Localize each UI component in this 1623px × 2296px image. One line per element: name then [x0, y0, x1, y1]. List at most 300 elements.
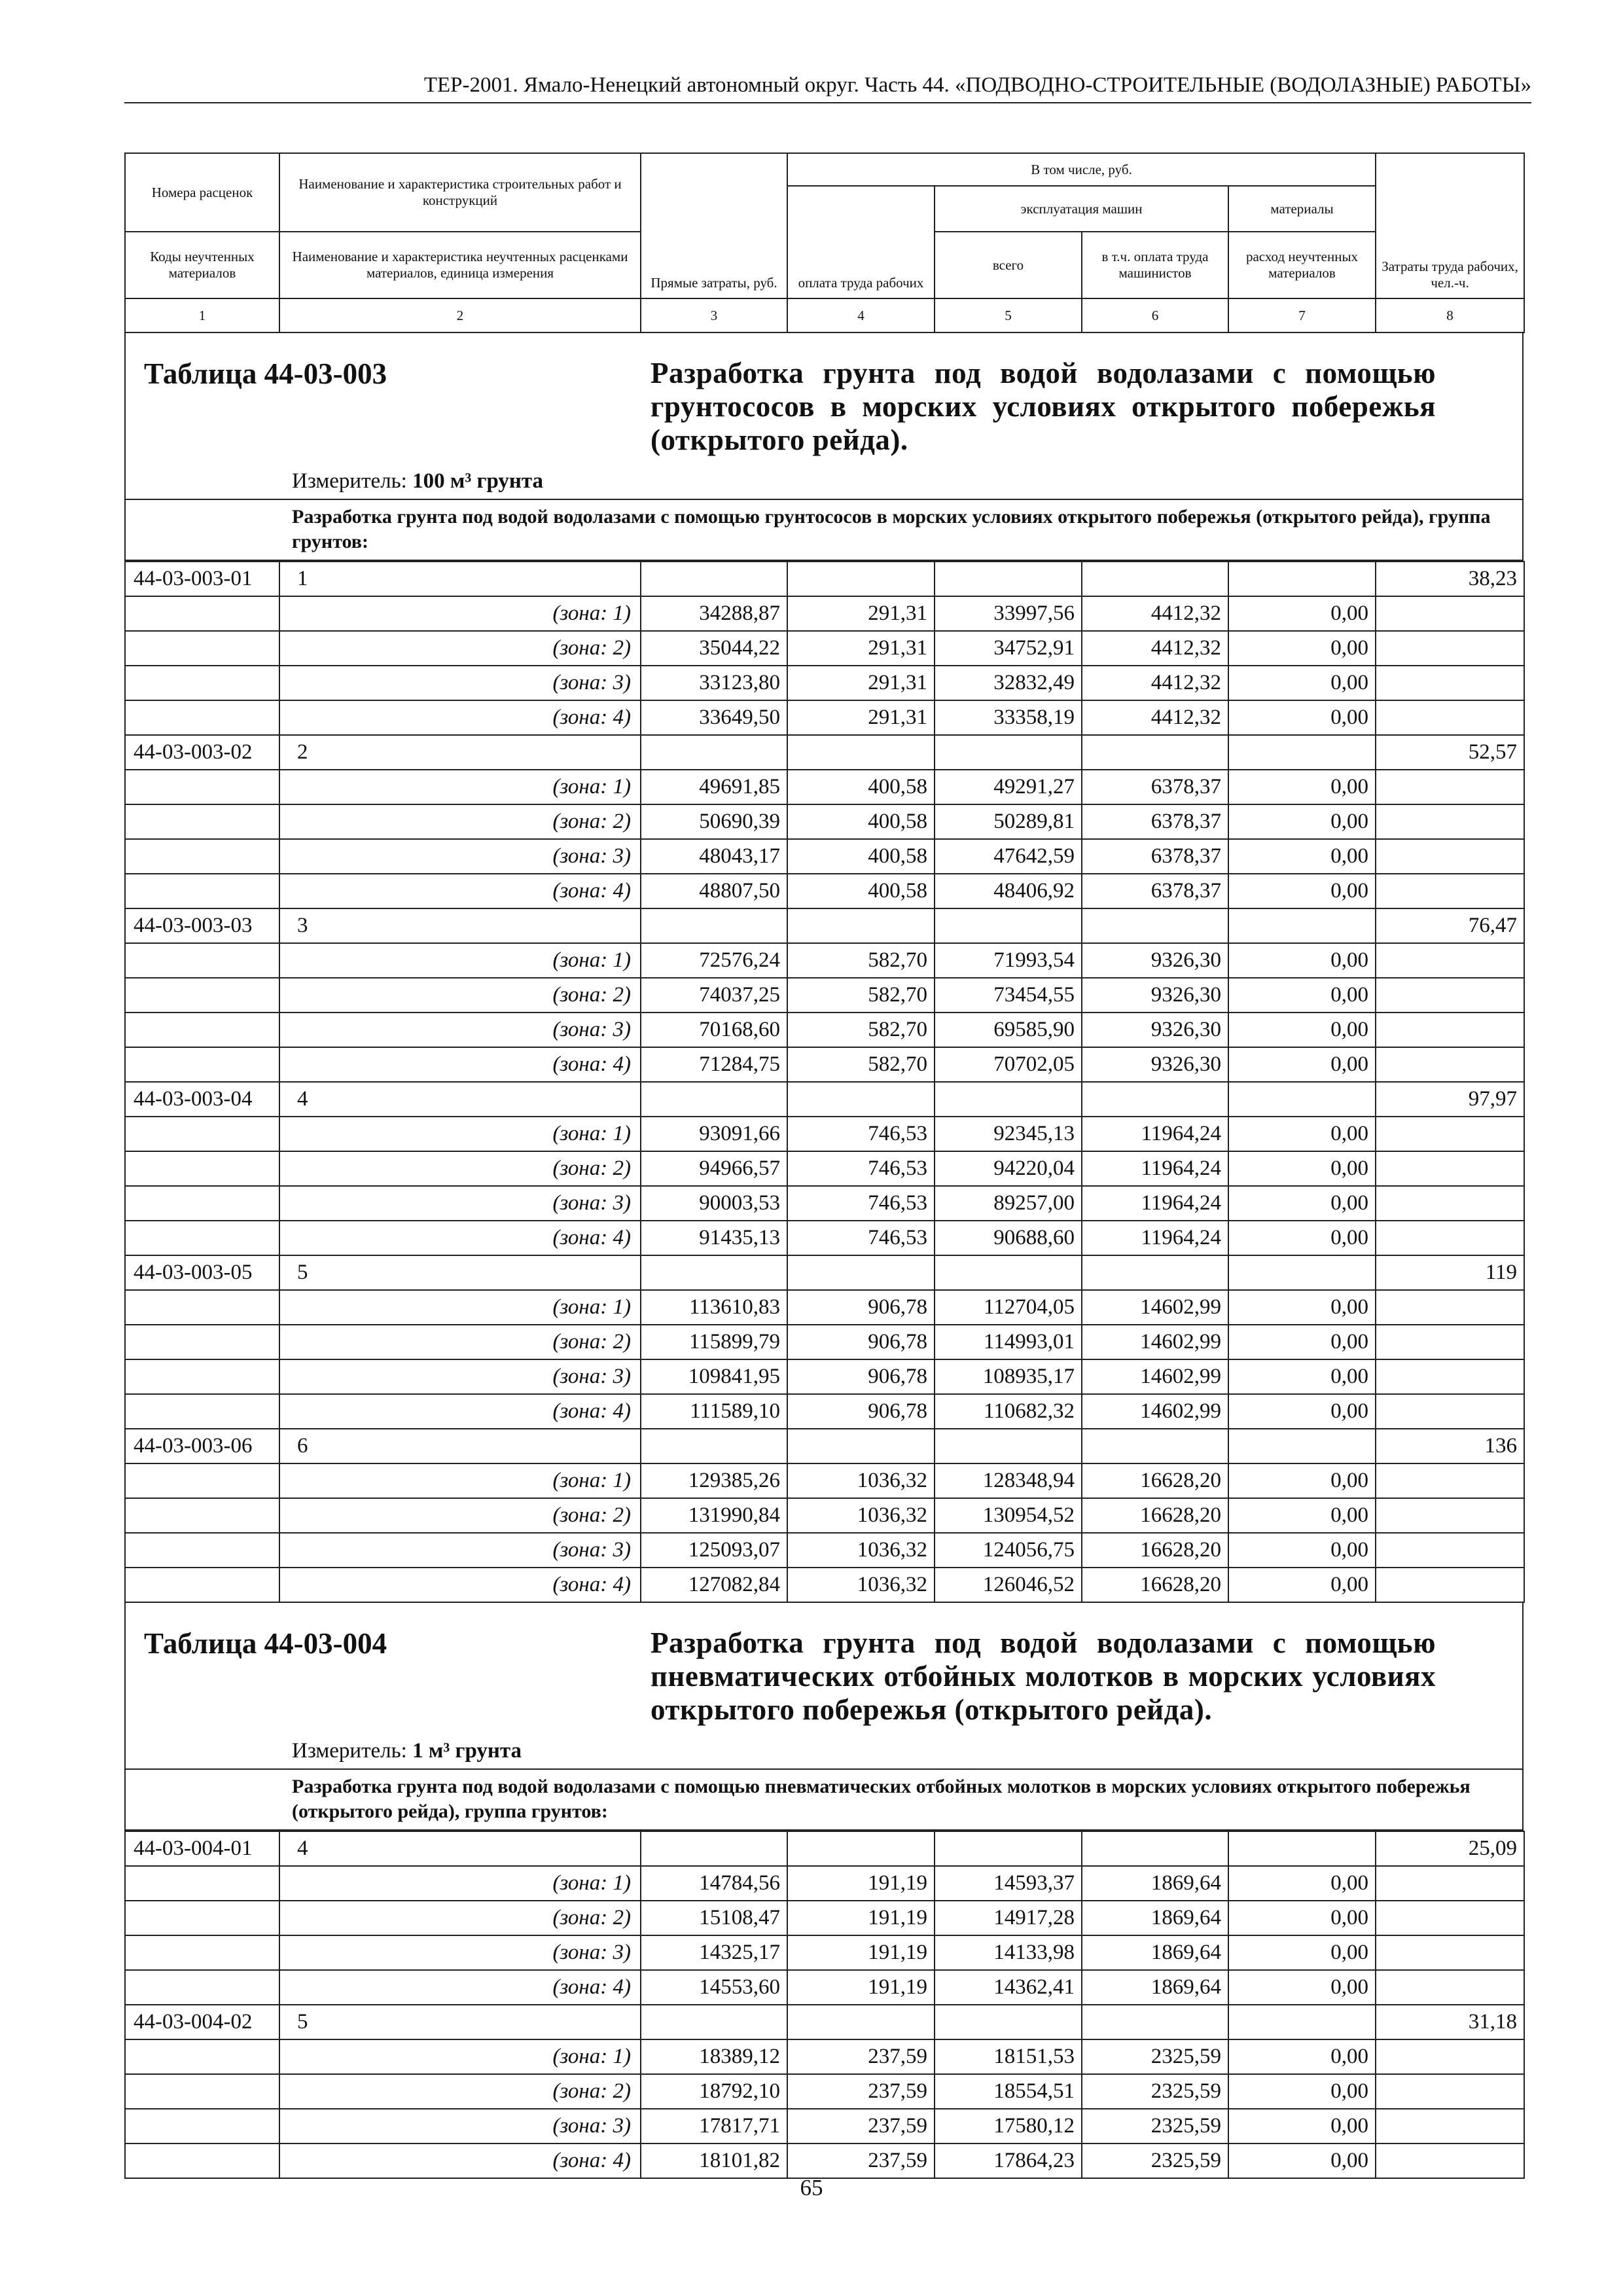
empty-cell: [641, 1429, 787, 1463]
labor-cost: 97,97: [1376, 1082, 1524, 1117]
direct-cost: 129385,26: [641, 1463, 787, 1498]
empty-cell: [935, 2005, 1082, 2039]
materials-cost: 0,00: [1228, 666, 1376, 700]
machine-cost: 110682,32: [935, 1394, 1082, 1429]
machine-cost: 108935,17: [935, 1359, 1082, 1394]
direct-cost: 71284,75: [641, 1047, 787, 1082]
table-number: Таблица 44-03-003: [144, 357, 387, 390]
direct-cost: 18792,10: [641, 2074, 787, 2109]
materials-cost: 0,00: [1228, 1290, 1376, 1325]
header-col7: расход неучтенных материалов: [1228, 232, 1376, 298]
empty-cell: [1376, 700, 1524, 735]
machinist-wage: 9326,30: [1082, 978, 1228, 1013]
materials-cost: 0,00: [1228, 1325, 1376, 1359]
machinist-wage: 4412,32: [1082, 631, 1228, 666]
header-machines: эксплуатация машин: [935, 186, 1228, 232]
machinist-wage: 6378,37: [1082, 770, 1228, 804]
rate-code: 44-03-003-05: [125, 1255, 279, 1290]
worker-wage: 746,53: [787, 1117, 935, 1151]
machine-cost: 73454,55: [935, 978, 1082, 1013]
zone-label: (зона: 3): [279, 1533, 641, 1568]
zone-row: [125, 1935, 1524, 1970]
direct-cost: 14784,56: [641, 1866, 787, 1901]
worker-wage: 582,70: [787, 1013, 935, 1047]
zone-label: (зона: 4): [279, 1568, 641, 1602]
worker-wage: 1036,32: [787, 1533, 935, 1568]
empty-cell: [1376, 2074, 1524, 2109]
empty-cell: [641, 735, 787, 770]
empty-cell: [125, 874, 279, 908]
zone-label: (зона: 1): [279, 1117, 641, 1151]
worker-wage: 746,53: [787, 1221, 935, 1255]
empty-cell: [1228, 735, 1376, 770]
machinist-wage: 14602,99: [1082, 1359, 1228, 1394]
empty-cell: [125, 943, 279, 978]
empty-cell: [125, 839, 279, 874]
empty-cell: [125, 1290, 279, 1325]
section-text: Разработка грунта под водой водолазами с помощью пневматических отбойных молотков в морских условиях открытого побережья (открытого рейда), группа грунтов:: [292, 1776, 1471, 1822]
labor-cost: 25,09: [1376, 1831, 1524, 1866]
zone-row: [125, 2039, 1524, 2074]
unit-label: Измеритель:: [292, 469, 407, 493]
header-col3: Прямые затраты, руб.: [641, 153, 787, 298]
table-row: [125, 1255, 1524, 1290]
zone-row: [125, 1325, 1524, 1359]
worker-wage: 400,58: [787, 770, 935, 804]
empty-cell: [1376, 2144, 1524, 2178]
zone-row: [125, 1047, 1524, 1082]
empty-cell: [1376, 596, 1524, 631]
empty-cell: [1376, 1935, 1524, 1970]
empty-cell: [125, 1221, 279, 1255]
empty-cell: [125, 596, 279, 631]
materials-cost: 0,00: [1228, 1935, 1376, 1970]
empty-cell: [1376, 2039, 1524, 2074]
empty-cell: [125, 1013, 279, 1047]
zone-row: [125, 1568, 1524, 1602]
empty-cell: [787, 1429, 935, 1463]
empty-cell: [641, 2005, 787, 2039]
machine-cost: 128348,94: [935, 1463, 1082, 1498]
materials-cost: 0,00: [1228, 1117, 1376, 1151]
empty-cell: [787, 735, 935, 770]
labor-cost: 31,18: [1376, 2005, 1524, 2039]
soil-group: 6: [279, 1429, 641, 1463]
materials-cost: 0,00: [1228, 2074, 1376, 2109]
machine-cost: 49291,27: [935, 770, 1082, 804]
worker-wage: 1036,32: [787, 1463, 935, 1498]
zone-label: (зона: 2): [279, 1901, 641, 1935]
empty-cell: [1228, 1429, 1376, 1463]
empty-cell: [935, 1082, 1082, 1117]
zone-label: (зона: 4): [279, 1394, 641, 1429]
labor-cost: 136: [1376, 1429, 1524, 1463]
rates-table: [124, 561, 1525, 1603]
worker-wage: 400,58: [787, 874, 935, 908]
column-number: 6: [1082, 298, 1228, 332]
labor-cost: 119: [1376, 1255, 1524, 1290]
table-row: [125, 735, 1524, 770]
rate-code: 44-03-004-02: [125, 2005, 279, 2039]
machinist-wage: 6378,37: [1082, 839, 1228, 874]
direct-cost: 49691,85: [641, 770, 787, 804]
empty-cell: [1228, 1255, 1376, 1290]
empty-cell: [1082, 1082, 1228, 1117]
worker-wage: 237,59: [787, 2109, 935, 2144]
machine-cost: 17580,12: [935, 2109, 1082, 2144]
materials-cost: 0,00: [1228, 1970, 1376, 2005]
zone-label: (зона: 4): [279, 2144, 641, 2178]
worker-wage: 906,78: [787, 1325, 935, 1359]
machinist-wage: 16628,20: [1082, 1498, 1228, 1533]
machinist-wage: 11964,24: [1082, 1221, 1228, 1255]
empty-cell: [1376, 1533, 1524, 1568]
empty-cell: [1082, 735, 1228, 770]
empty-cell: [125, 2109, 279, 2144]
direct-cost: 125093,07: [641, 1533, 787, 1568]
machine-cost: 47642,59: [935, 839, 1082, 874]
header-incl: В том числе, руб.: [787, 153, 1376, 186]
empty-cell: [1376, 839, 1524, 874]
labor-cost: 52,57: [1376, 735, 1524, 770]
header-col2-top: Наименование и характеристика строительных работ и конструкций: [279, 153, 641, 232]
machine-cost: 14362,41: [935, 1970, 1082, 2005]
empty-cell: [1228, 2005, 1376, 2039]
zone-row: [125, 1151, 1524, 1186]
direct-cost: 15108,47: [641, 1901, 787, 1935]
zone-row: [125, 1221, 1524, 1255]
machine-cost: 33358,19: [935, 700, 1082, 735]
direct-cost: 17817,71: [641, 2109, 787, 2144]
worker-wage: 582,70: [787, 978, 935, 1013]
worker-wage: 582,70: [787, 943, 935, 978]
empty-cell: [1376, 1047, 1524, 1082]
zone-label: (зона: 2): [279, 1498, 641, 1533]
empty-cell: [125, 1117, 279, 1151]
machine-cost: 18151,53: [935, 2039, 1082, 2074]
direct-cost: 91435,13: [641, 1221, 787, 1255]
materials-cost: 0,00: [1228, 1463, 1376, 1498]
empty-cell: [1376, 666, 1524, 700]
zone-label: (зона: 2): [279, 631, 641, 666]
empty-cell: [1376, 1325, 1524, 1359]
column-number: 2: [279, 298, 641, 332]
direct-cost: 34288,87: [641, 596, 787, 631]
empty-cell: [1082, 2005, 1228, 2039]
empty-cell: [641, 1255, 787, 1290]
rate-code: 44-03-003-02: [125, 735, 279, 770]
materials-cost: 0,00: [1228, 631, 1376, 666]
section-text: Разработка грунта под водой водолазами с помощью грунтососов в морских условиях открытого побережья (открытого рейда), группа грунтов:: [292, 506, 1491, 552]
soil-group: 4: [279, 1082, 641, 1117]
running-head: ТЕР-2001. Ямало-Ненецкий автономный округ. Часть 44. «ПОДВОДНО-СТРОИТЕЛЬНЫЕ (ВОДОЛАЗНЫЕ) РАБОТЫ»: [124, 68, 1531, 103]
zone-label: (зона: 1): [279, 1290, 641, 1325]
empty-cell: [1228, 908, 1376, 943]
materials-cost: 0,00: [1228, 804, 1376, 839]
zone-row: [125, 839, 1524, 874]
empty-cell: [1376, 1117, 1524, 1151]
machinist-wage: 11964,24: [1082, 1186, 1228, 1221]
zone-label: (зона: 4): [279, 1047, 641, 1082]
rate-code: 44-03-003-04: [125, 1082, 279, 1117]
empty-cell: [641, 1831, 787, 1866]
zone-label: (зона: 3): [279, 1935, 641, 1970]
empty-cell: [787, 1831, 935, 1866]
column-number: 1: [125, 298, 279, 332]
empty-cell: [125, 1463, 279, 1498]
header-col4: оплата труда рабочих: [787, 186, 935, 298]
machine-cost: 48406,92: [935, 874, 1082, 908]
worker-wage: 400,58: [787, 804, 935, 839]
machinist-wage: 1869,64: [1082, 1970, 1228, 2005]
materials-cost: 0,00: [1228, 1186, 1376, 1221]
zone-row: [125, 596, 1524, 631]
machinist-wage: 1869,64: [1082, 1901, 1228, 1935]
soil-group: 5: [279, 1255, 641, 1290]
zone-row: [125, 1463, 1524, 1498]
zone-label: (зона: 3): [279, 1359, 641, 1394]
section-header: [124, 499, 1524, 561]
zone-row: [125, 804, 1524, 839]
empty-cell: [641, 1082, 787, 1117]
empty-cell: [1228, 562, 1376, 596]
empty-cell: [787, 2005, 935, 2039]
table-row: [125, 2005, 1524, 2039]
column-header: [124, 152, 1525, 333]
machine-cost: 89257,00: [935, 1186, 1082, 1221]
worker-wage: 291,31: [787, 596, 935, 631]
empty-cell: [1376, 1568, 1524, 1602]
empty-cell: [1376, 1359, 1524, 1394]
empty-cell: [1376, 804, 1524, 839]
materials-cost: 0,00: [1228, 1901, 1376, 1935]
machine-cost: 33997,56: [935, 596, 1082, 631]
machinist-wage: 2325,59: [1082, 2144, 1228, 2178]
empty-cell: [1376, 1866, 1524, 1901]
empty-cell: [125, 2074, 279, 2109]
materials-cost: 0,00: [1228, 2109, 1376, 2144]
materials-cost: 0,00: [1228, 839, 1376, 874]
direct-cost: 33123,80: [641, 666, 787, 700]
empty-cell: [1376, 1463, 1524, 1498]
zone-label: (зона: 1): [279, 2039, 641, 2074]
materials-cost: 0,00: [1228, 1359, 1376, 1394]
zone-label: (зона: 4): [279, 700, 641, 735]
empty-cell: [125, 1866, 279, 1901]
machine-cost: 124056,75: [935, 1533, 1082, 1568]
table-title-block: [124, 1603, 1524, 1770]
zone-label: (зона: 2): [279, 2074, 641, 2109]
machine-cost: 112704,05: [935, 1290, 1082, 1325]
direct-cost: 14553,60: [641, 1970, 787, 2005]
machine-cost: 50289,81: [935, 804, 1082, 839]
rate-code: 44-03-003-06: [125, 1429, 279, 1463]
zone-row: [125, 943, 1524, 978]
empty-cell: [1376, 631, 1524, 666]
machinist-wage: 1869,64: [1082, 1866, 1228, 1901]
empty-cell: [125, 978, 279, 1013]
machine-cost: 34752,91: [935, 631, 1082, 666]
soil-group: 1: [279, 562, 641, 596]
table-number: Таблица 44-03-004: [144, 1627, 387, 1660]
worker-wage: 906,78: [787, 1394, 935, 1429]
empty-cell: [125, 1151, 279, 1186]
empty-cell: [1376, 1394, 1524, 1429]
empty-cell: [125, 666, 279, 700]
worker-wage: 191,19: [787, 1901, 935, 1935]
direct-cost: 72576,24: [641, 943, 787, 978]
empty-cell: [125, 1901, 279, 1935]
empty-cell: [1376, 2109, 1524, 2144]
worker-wage: 237,59: [787, 2074, 935, 2109]
header-col1-bottom: Коды неучтенных материалов: [125, 232, 279, 298]
direct-cost: 131990,84: [641, 1498, 787, 1533]
direct-cost: 14325,17: [641, 1935, 787, 1970]
machinist-wage: 6378,37: [1082, 804, 1228, 839]
direct-cost: 111589,10: [641, 1394, 787, 1429]
worker-wage: 906,78: [787, 1359, 935, 1394]
table-row: [125, 562, 1524, 596]
zone-row: [125, 874, 1524, 908]
zone-label: (зона: 2): [279, 804, 641, 839]
machine-cost: 90688,60: [935, 1221, 1082, 1255]
direct-cost: 113610,83: [641, 1290, 787, 1325]
empty-cell: [641, 908, 787, 943]
zone-row: [125, 978, 1524, 1013]
worker-wage: 582,70: [787, 1047, 935, 1082]
worker-wage: 291,31: [787, 666, 935, 700]
empty-cell: [125, 1568, 279, 1602]
empty-cell: [1376, 1221, 1524, 1255]
zone-label: (зона: 2): [279, 978, 641, 1013]
zone-label: (зона: 3): [279, 2109, 641, 2144]
machine-cost: 130954,52: [935, 1498, 1082, 1533]
zone-label: (зона: 3): [279, 1186, 641, 1221]
direct-cost: 48807,50: [641, 874, 787, 908]
direct-cost: 50690,39: [641, 804, 787, 839]
section-header: [124, 1768, 1524, 1831]
zone-row: [125, 1359, 1524, 1394]
machinist-wage: 11964,24: [1082, 1151, 1228, 1186]
worker-wage: 237,59: [787, 2144, 935, 2178]
zone-row: [125, 666, 1524, 700]
machinist-wage: 14602,99: [1082, 1290, 1228, 1325]
soil-group: 5: [279, 2005, 641, 2039]
empty-cell: [1082, 1831, 1228, 1866]
soil-group: 4: [279, 1831, 641, 1866]
empty-cell: [935, 562, 1082, 596]
zone-row: [125, 1970, 1524, 2005]
direct-cost: 18101,82: [641, 2144, 787, 2178]
machine-cost: 18554,51: [935, 2074, 1082, 2109]
empty-cell: [935, 1255, 1082, 1290]
zone-row: [125, 1901, 1524, 1935]
table-row: [125, 1429, 1524, 1463]
empty-cell: [1376, 874, 1524, 908]
machine-cost: 126046,52: [935, 1568, 1082, 1602]
empty-cell: [125, 1047, 279, 1082]
header-col2-bottom: Наименование и характеристика неучтенных расценками материалов, единица измерения: [279, 232, 641, 298]
machinist-wage: 4412,32: [1082, 596, 1228, 631]
zone-row: [125, 2144, 1524, 2178]
materials-cost: 0,00: [1228, 1221, 1376, 1255]
empty-cell: [125, 1935, 279, 1970]
empty-cell: [935, 1429, 1082, 1463]
machine-cost: 14917,28: [935, 1901, 1082, 1935]
empty-cell: [125, 804, 279, 839]
worker-wage: 1036,32: [787, 1568, 935, 1602]
machine-cost: 114993,01: [935, 1325, 1082, 1359]
empty-cell: [935, 735, 1082, 770]
machinist-wage: 14602,99: [1082, 1325, 1228, 1359]
zone-row: [125, 1117, 1524, 1151]
empty-cell: [125, 631, 279, 666]
direct-cost: 35044,22: [641, 631, 787, 666]
zone-row: [125, 1533, 1524, 1568]
worker-wage: 291,31: [787, 700, 935, 735]
price-sheet: [124, 152, 1524, 2179]
machinist-wage: 2325,59: [1082, 2039, 1228, 2074]
zone-label: (зона: 1): [279, 943, 641, 978]
table-name: Разработка грунта под водой водолазами с помощью пневматических отбойных молотков в морских условиях открытого побережья (открытого рейда).: [651, 1626, 1436, 1726]
unit-line: [292, 469, 543, 493]
empty-cell: [1082, 562, 1228, 596]
zone-row: [125, 1290, 1524, 1325]
empty-cell: [1376, 1498, 1524, 1533]
materials-cost: 0,00: [1228, 1533, 1376, 1568]
empty-cell: [935, 908, 1082, 943]
materials-cost: 0,00: [1228, 943, 1376, 978]
table-row: [125, 908, 1524, 943]
soil-group: 2: [279, 735, 641, 770]
materials-cost: 0,00: [1228, 1013, 1376, 1047]
machine-cost: 32832,49: [935, 666, 1082, 700]
materials-cost: 0,00: [1228, 1866, 1376, 1901]
materials-cost: 0,00: [1228, 874, 1376, 908]
zone-label: (зона: 2): [279, 1151, 641, 1186]
zone-row: [125, 2074, 1524, 2109]
table-row: [125, 1831, 1524, 1866]
machine-cost: 70702,05: [935, 1047, 1082, 1082]
direct-cost: 93091,66: [641, 1117, 787, 1151]
materials-cost: 0,00: [1228, 2144, 1376, 2178]
zone-label: (зона: 1): [279, 770, 641, 804]
empty-cell: [1228, 1831, 1376, 1866]
empty-cell: [125, 1970, 279, 2005]
direct-cost: 94966,57: [641, 1151, 787, 1186]
empty-cell: [787, 562, 935, 596]
materials-cost: 0,00: [1228, 596, 1376, 631]
empty-cell: [641, 562, 787, 596]
table-name: Разработка грунта под водой водолазами с помощью грунтососов в морских условиях открытого побережья (открытого рейда).: [651, 357, 1436, 456]
worker-wage: 746,53: [787, 1151, 935, 1186]
worker-wage: 291,31: [787, 631, 935, 666]
empty-cell: [125, 1359, 279, 1394]
machinist-wage: 16628,20: [1082, 1463, 1228, 1498]
zone-label: (зона: 1): [279, 596, 641, 631]
zone-row: [125, 1186, 1524, 1221]
empty-cell: [1376, 1290, 1524, 1325]
zone-label: (зона: 1): [279, 1463, 641, 1498]
machinist-wage: 16628,20: [1082, 1568, 1228, 1602]
empty-cell: [1082, 1429, 1228, 1463]
zone-label: (зона: 4): [279, 1221, 641, 1255]
unit-value: 100 м³ грунта: [412, 469, 544, 493]
column-number: 5: [935, 298, 1082, 332]
empty-cell: [1376, 1186, 1524, 1221]
header-col1-top: Номера расценок: [125, 153, 279, 232]
direct-cost: 48043,17: [641, 839, 787, 874]
